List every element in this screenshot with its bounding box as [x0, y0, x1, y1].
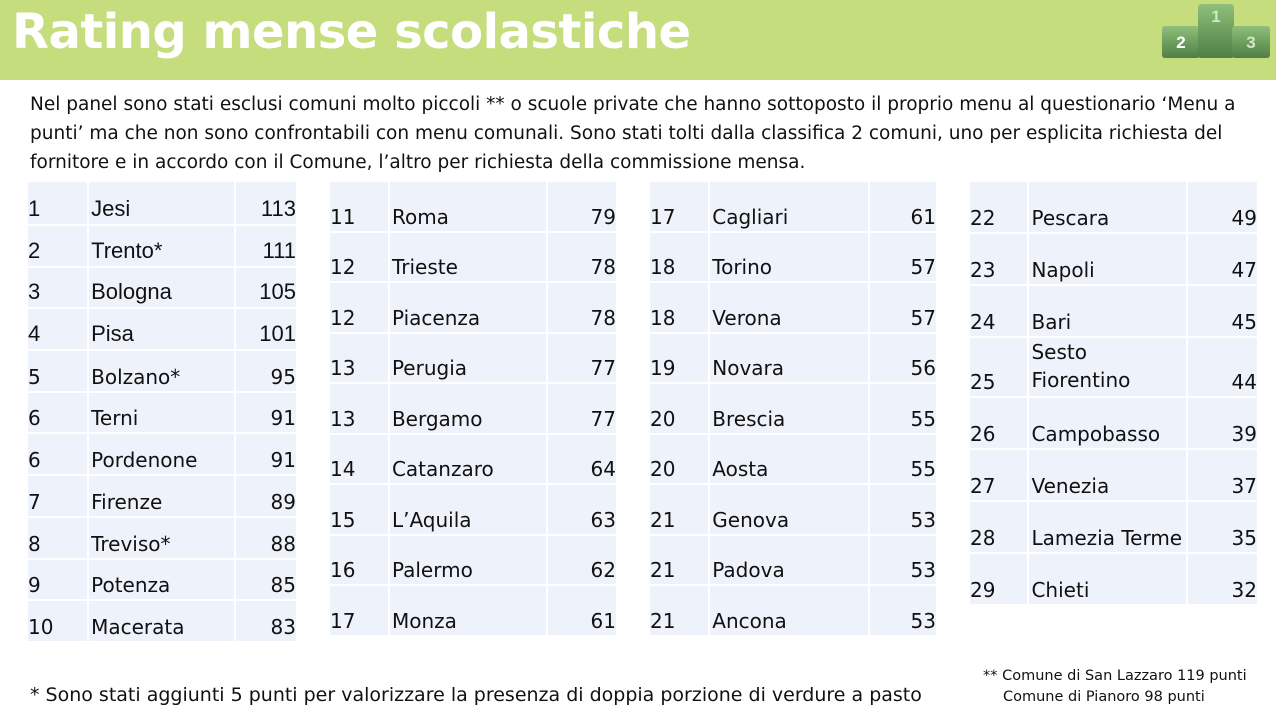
city-cell: Treviso*	[89, 518, 236, 560]
points-cell: 78	[548, 233, 618, 284]
points-cell: 56	[870, 334, 938, 385]
city-cell: Sesto Fiorentino	[1029, 338, 1188, 398]
rank-cell: 14	[330, 435, 390, 486]
city-cell: Pisa	[89, 309, 236, 351]
rank-cell: 7	[28, 476, 89, 518]
rank-cell: 20	[650, 435, 710, 486]
points-cell: 32	[1188, 554, 1259, 606]
table-row	[330, 435, 618, 486]
rank-cell: 13	[330, 334, 390, 385]
rank-cell: 20	[650, 384, 710, 435]
table-row	[330, 182, 618, 233]
city-cell: Macerata	[89, 601, 236, 643]
podium-label-second: 2	[1176, 33, 1186, 52]
excluded-note	[983, 666, 1247, 708]
rank-cell: 12	[330, 233, 390, 284]
rank-cell: 5	[28, 351, 89, 393]
rank-cell: 6	[28, 393, 89, 435]
table-row	[330, 384, 618, 435]
city-cell: Trento*	[89, 226, 236, 268]
rank-cell: 21	[650, 586, 710, 637]
city-cell: Brescia	[710, 384, 870, 435]
points-cell: 101	[236, 309, 298, 351]
city-cell: Torino	[710, 233, 870, 284]
city-cell: Venezia	[1029, 450, 1188, 502]
table-row	[330, 334, 618, 385]
table-row	[970, 286, 1259, 338]
points-cell: 57	[870, 283, 938, 334]
table-row	[650, 384, 938, 435]
rank-cell: 12	[330, 283, 390, 334]
header-bar	[0, 0, 1276, 80]
table-row	[650, 435, 938, 486]
city-cell: Potenza	[89, 560, 236, 602]
points-cell: 53	[870, 485, 938, 536]
table-row	[28, 601, 298, 643]
points-cell: 53	[870, 586, 938, 637]
rank-cell: 21	[650, 536, 710, 587]
table-row	[650, 283, 938, 334]
rank-cell: 21	[650, 485, 710, 536]
table-row	[970, 338, 1259, 398]
points-cell: 83	[236, 601, 298, 643]
table-row	[28, 182, 298, 226]
table-row	[28, 476, 298, 518]
table-row	[28, 226, 298, 268]
table-row	[970, 450, 1259, 502]
points-cell: 62	[548, 536, 618, 587]
points-cell: 61	[870, 182, 938, 233]
city-cell: Perugia	[390, 334, 548, 385]
points-cell: 49	[1188, 182, 1259, 234]
intro-text: Nel panel sono stati esclusi comuni molto piccoli ** o scuole private che hanno sottoposto il proprio menu al questionario ‘Menu a punti’ ma che non sono confrontabili con menu comunali. Sono stati tolti dalla classifica 2 comuni, uno per esplicita richiesta del fornitore e in accordo con il Comune, l’altro per richiesta della commissione mensa.	[30, 94, 1236, 173]
table-row	[330, 283, 618, 334]
rank-cell: 16	[330, 536, 390, 587]
podium-icon	[1160, 2, 1272, 62]
table-row	[28, 434, 298, 476]
table-row	[650, 233, 938, 284]
points-cell: 85	[236, 560, 298, 602]
rank-cell: 19	[650, 334, 710, 385]
city-cell: Campobasso	[1029, 398, 1188, 450]
rank-cell: 26	[970, 398, 1029, 450]
city-cell: L’Aquila	[390, 485, 548, 536]
city-cell: Jesi	[89, 182, 236, 226]
rank-cell: 6	[28, 434, 89, 476]
points-cell: 64	[548, 435, 618, 486]
points-cell: 111	[236, 226, 298, 268]
city-cell: Pordenone	[89, 434, 236, 476]
table-row	[330, 536, 618, 587]
city-cell: Bergamo	[390, 384, 548, 435]
points-cell: 78	[548, 283, 618, 334]
ranking-table-1	[28, 182, 298, 643]
city-cell: Bolzano*	[89, 351, 236, 393]
rank-cell: 9	[28, 560, 89, 602]
rank-cell: 1	[28, 182, 89, 226]
points-cell: 45	[1188, 286, 1259, 338]
excluded-note-line2: Comune di Pianoro 98 punti	[1003, 689, 1205, 705]
city-cell: Pescara	[1029, 182, 1188, 234]
rank-cell: 24	[970, 286, 1029, 338]
ranking-table-2	[330, 182, 618, 637]
rank-cell: 23	[970, 234, 1029, 286]
city-cell: Monza	[390, 586, 548, 637]
points-cell: 39	[1188, 398, 1259, 450]
city-cell: Terni	[89, 393, 236, 435]
table-row	[650, 182, 938, 233]
points-cell: 91	[236, 393, 298, 435]
points-cell: 105	[236, 268, 298, 310]
table-row	[28, 393, 298, 435]
rank-cell: 10	[28, 601, 89, 643]
city-cell: Lamezia Terme	[1029, 502, 1188, 554]
city-cell: Bari	[1029, 286, 1188, 338]
points-cell: 57	[870, 233, 938, 284]
table-row	[970, 554, 1259, 606]
points-cell: 113	[236, 182, 298, 226]
city-cell: Cagliari	[710, 182, 870, 233]
city-cell: Ancona	[710, 586, 870, 637]
table-row	[330, 485, 618, 536]
ranking-table-4	[970, 182, 1259, 606]
rank-cell: 18	[650, 233, 710, 284]
city-cell: Genova	[710, 485, 870, 536]
points-cell: 63	[548, 485, 618, 536]
table-row	[28, 268, 298, 310]
rank-cell: 18	[650, 283, 710, 334]
city-cell: Piacenza	[390, 283, 548, 334]
city-cell: Chieti	[1029, 554, 1188, 606]
table-row	[650, 485, 938, 536]
table-row	[970, 182, 1259, 234]
rank-cell: 13	[330, 384, 390, 435]
rank-cell: 17	[330, 586, 390, 637]
points-cell: 55	[870, 435, 938, 486]
table-row	[650, 334, 938, 385]
points-cell: 44	[1188, 338, 1259, 398]
rank-cell: 17	[650, 182, 710, 233]
rank-cell: 29	[970, 554, 1029, 606]
table-row	[330, 586, 618, 637]
podium-label-third: 3	[1246, 33, 1256, 52]
city-cell: Roma	[390, 182, 548, 233]
rank-cell: 8	[28, 518, 89, 560]
city-cell: Palermo	[390, 536, 548, 587]
city-cell: Padova	[710, 536, 870, 587]
points-cell: 35	[1188, 502, 1259, 554]
rank-cell: 15	[330, 485, 390, 536]
table-row	[970, 398, 1259, 450]
excluded-note-line1: ** Comune di San Lazzaro 119 punti	[983, 668, 1247, 684]
rank-cell: 28	[970, 502, 1029, 554]
rank-cell: 11	[330, 182, 390, 233]
points-cell: 47	[1188, 234, 1259, 286]
points-cell: 55	[870, 384, 938, 435]
city-cell: Novara	[710, 334, 870, 385]
table-row	[970, 502, 1259, 554]
city-cell: Firenze	[89, 476, 236, 518]
city-cell: Verona	[710, 283, 870, 334]
table-row	[330, 233, 618, 284]
points-cell: 61	[548, 586, 618, 637]
rank-cell: 25	[970, 338, 1029, 398]
table-row	[28, 518, 298, 560]
points-cell: 89	[236, 476, 298, 518]
points-cell: 53	[870, 536, 938, 587]
rank-cell: 2	[28, 226, 89, 268]
city-cell: Trieste	[390, 233, 548, 284]
table-row	[28, 560, 298, 602]
page-title: Rating mense scolastiche	[12, 4, 691, 60]
ranking-table-3	[650, 182, 938, 637]
table-row	[970, 234, 1259, 286]
points-cell: 95	[236, 351, 298, 393]
footnote: * Sono stati aggiunti 5 punti per valorizzare la presenza di doppia porzione di verdure a pasto	[30, 684, 922, 706]
rank-cell: 4	[28, 309, 89, 351]
points-cell: 88	[236, 518, 298, 560]
points-cell: 37	[1188, 450, 1259, 502]
points-cell: 79	[548, 182, 618, 233]
city-cell: Bologna	[89, 268, 236, 310]
table-row	[650, 536, 938, 587]
city-cell: Catanzaro	[390, 435, 548, 486]
table-row	[28, 351, 298, 393]
city-cell: Napoli	[1029, 234, 1188, 286]
points-cell: 77	[548, 384, 618, 435]
points-cell: 77	[548, 334, 618, 385]
city-cell: Aosta	[710, 435, 870, 486]
table-row	[650, 586, 938, 637]
rank-cell: 27	[970, 450, 1029, 502]
table-row	[28, 309, 298, 351]
points-cell: 91	[236, 434, 298, 476]
rank-cell: 22	[970, 182, 1029, 234]
podium-label-first: 1	[1211, 7, 1221, 26]
rank-cell: 3	[28, 268, 89, 310]
